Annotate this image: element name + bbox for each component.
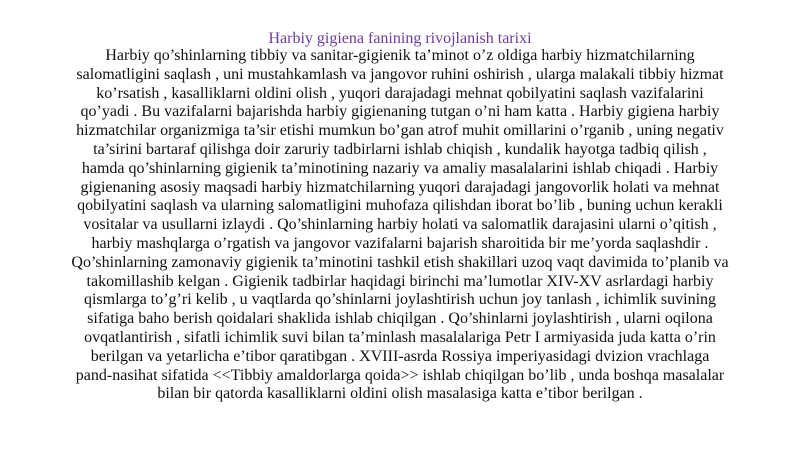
slide-title: Harbiy gigiena fanining rivojlanish tarixi [268, 30, 532, 47]
slide-body-text: Harbiy qo’shinlarning tibbiy va sanitar-gigienik ta’minot o’z oldiga harbiy hizmatchilarning salomatligini saqlash , uni mustahkamlash va jangovor ruhini oshirish , ularga malakali tibbiy hizmat ko’rsatish , kasalliklarni oldini olish , yuqori darajadagi mehnat qobilyatini saqlash vazifalarini qo’yadi . Bu vazifalarni bajarishda harbiy gigienaning tutgan o’ni ham katta . Harbiy gigiena harbiy hizmatchilar organizmiga ta’sir etishi mumkun bo’gan atrof muhit omillarini o’rganib , uning negativ ta’sirini bartaraf qilishga doir zaruriy tadbirlarni ishlab chiqish , kundalik hayotga tadbiq qilish , hamda qo’shinlarning gigienik ta’minotining nazariy va amaliy masalalarini ishlab chiqadi . Harbiy gigienaning asosiy maqsadi harbiy hizmatchilarning yuqori darajadagi jangovorlik holati va mehnat qobilyatini saqlash va ularning salomatligini muhofaza qilishdan iborat bo’lib , buning uchun kerakli vositalar va usullarni izlaydi . Qo’shinlarning harbiy holati va salomatlik darajasini ularni o’qitish , harbiy mashqlarga o’rgatish va jangovor vazifalarni bajarish sharoitida bir me’yorda saqlashdir . Qo’shinlarning zamonaviy gigienik ta’minotini tashkil etish shakillari uzoq vaqt davimida to’planib va takomillashib kelgan . Gigienik tadbirlar haqidagi birinchi ma’lumotlar XIV-XV asrlardagi harbiy qismlarga to’g’ri kelib , u vaqtlarda qo’shinlarni joylashtirish uchun joy tanlash , ichimlik suvining sifatiga baho berish qoidalari shaklida ishlab chiqilgan . Qo’shinlarni joylashtirish , ularni oqilona ovqatlantirish , sifatli ichimlik suvi bilan ta’minlash masalalariga Petr I armiyasida juda katta o’rin berilgan va yetarlicha e’tibor qaratibgan . XVIII-asrda Rossiya imperiyasidagi dvizion vrachlaga pand-nasihat sifatida <<Tibbiy amaldorlarga qoida>> ishlab chiqilgan bo’lib , unda boshqa masalalar bilan bir qatorda kasalliklarni oldini olish masalasiga katta e’tibor berilgan . [71, 47, 729, 403]
